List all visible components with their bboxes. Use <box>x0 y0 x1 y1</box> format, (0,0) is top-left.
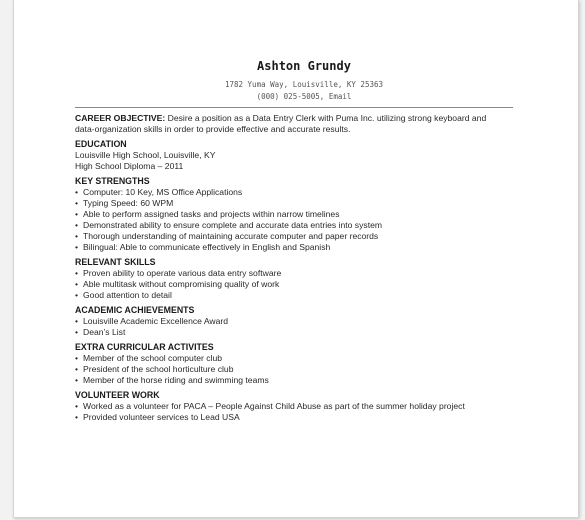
achievements-section <box>75 305 505 338</box>
list-item <box>75 412 505 423</box>
bullet-icon: • <box>75 198 79 209</box>
bullet-icon: • <box>75 412 79 422</box>
list-item-text: Worked as a volunteer for PACA – People Against Child Abuse as part of the summer holiday project <box>83 401 465 412</box>
list-item <box>75 316 505 327</box>
bullet-icon: • <box>75 353 79 364</box>
bullet-icon: • <box>75 315 79 326</box>
list-item <box>75 401 505 412</box>
list-item <box>75 187 505 198</box>
list-item <box>75 375 505 386</box>
list-item-text: Computer: 10 Key, MS Office Applications <box>83 187 243 198</box>
volunteer-heading: VOLUNTEER WORK <box>75 390 160 401</box>
contact-block <box>14 79 578 103</box>
list-item-text: Provided volunteer services to Lead USA <box>83 412 240 422</box>
bullet-icon: • <box>75 241 79 252</box>
header-divider <box>75 107 513 108</box>
list-item-text: Typing Speed: 60 WPM <box>83 198 174 209</box>
bullet-icon: • <box>75 278 79 289</box>
list-item-text: Demonstrated ability to ensure complete and accurate data entries into system <box>83 219 383 230</box>
phone-email-line: (000) 025-5005, Email <box>256 92 352 101</box>
list-item-text: Thorough understanding of maintaining accurate computer and paper records <box>83 230 379 241</box>
strengths-section <box>75 176 505 252</box>
bullet-icon: • <box>75 363 79 374</box>
list-item <box>75 220 505 231</box>
bullet-icon: • <box>75 187 79 198</box>
education-section <box>75 139 505 172</box>
list-item <box>75 268 505 279</box>
list-item <box>75 364 505 375</box>
bullet-icon: • <box>75 326 79 337</box>
education-school: Louisville High School, Louisville, KY <box>75 150 216 161</box>
address-line: 1782 Yuma Way, Louisville, KY 25363 <box>224 80 384 89</box>
resume-body <box>75 113 505 427</box>
list-item-text: Able multitask without compromising quality of work <box>83 278 280 289</box>
list-item <box>75 290 505 301</box>
list-item <box>75 231 505 242</box>
objective-section <box>75 113 505 135</box>
list-item-text: Bilingual: Able to communicate effectively in English and Spanish <box>83 241 331 252</box>
volunteer-section <box>75 390 505 423</box>
bullet-icon: • <box>75 267 79 278</box>
achievements-heading: ACADEMIC ACHIEVEMENTS <box>75 305 195 316</box>
list-item-text: Able to perform assigned tasks and projects within narrow timelines <box>83 209 340 220</box>
list-item-text: Proven ability to operate various data entry software <box>83 267 282 278</box>
list-item-text: Dean’s List <box>83 326 126 337</box>
bullet-icon: • <box>75 219 79 230</box>
bullet-icon: • <box>75 289 79 300</box>
bullet-icon: • <box>75 230 79 241</box>
bullet-icon: • <box>75 209 79 220</box>
list-item-text: Member of the horse riding and swimming teams <box>83 374 269 385</box>
bullet-icon: • <box>75 374 79 385</box>
list-item <box>75 242 505 253</box>
resume-header <box>14 59 578 103</box>
education-heading: EDUCATION <box>75 139 127 150</box>
skills-section <box>75 257 505 301</box>
list-item <box>75 353 505 364</box>
list-item <box>75 279 505 290</box>
skills-heading: RELEVANT SKILLS <box>75 257 156 268</box>
resume-page <box>13 0 579 518</box>
activities-heading: EXTRA CURRICULAR ACTIVITES <box>75 342 214 353</box>
strengths-heading: KEY STRENGTHS <box>75 176 150 187</box>
bullet-icon: • <box>75 401 79 412</box>
list-item-text: Louisville Academic Excellence Award <box>83 315 229 326</box>
list-item-text: President of the school horticulture club <box>83 363 234 374</box>
objective-label: CAREER OBJECTIVE: <box>75 113 166 123</box>
candidate-name: Ashton Grundy <box>257 59 351 73</box>
list-item <box>75 198 505 209</box>
list-item <box>75 327 505 338</box>
list-item <box>75 209 505 220</box>
list-item-text: Member of the school computer club <box>83 353 222 364</box>
objective-text: Desire a position as a Data Entry Clerk with Puma Inc. utilizing strong keyboard and data-organization skills in order to provide effective and accurate results. <box>75 113 487 134</box>
education-diploma: High School Diploma – 2011 <box>75 161 184 172</box>
list-item-text: Good attention to detail <box>83 289 172 300</box>
activities-section <box>75 342 505 386</box>
